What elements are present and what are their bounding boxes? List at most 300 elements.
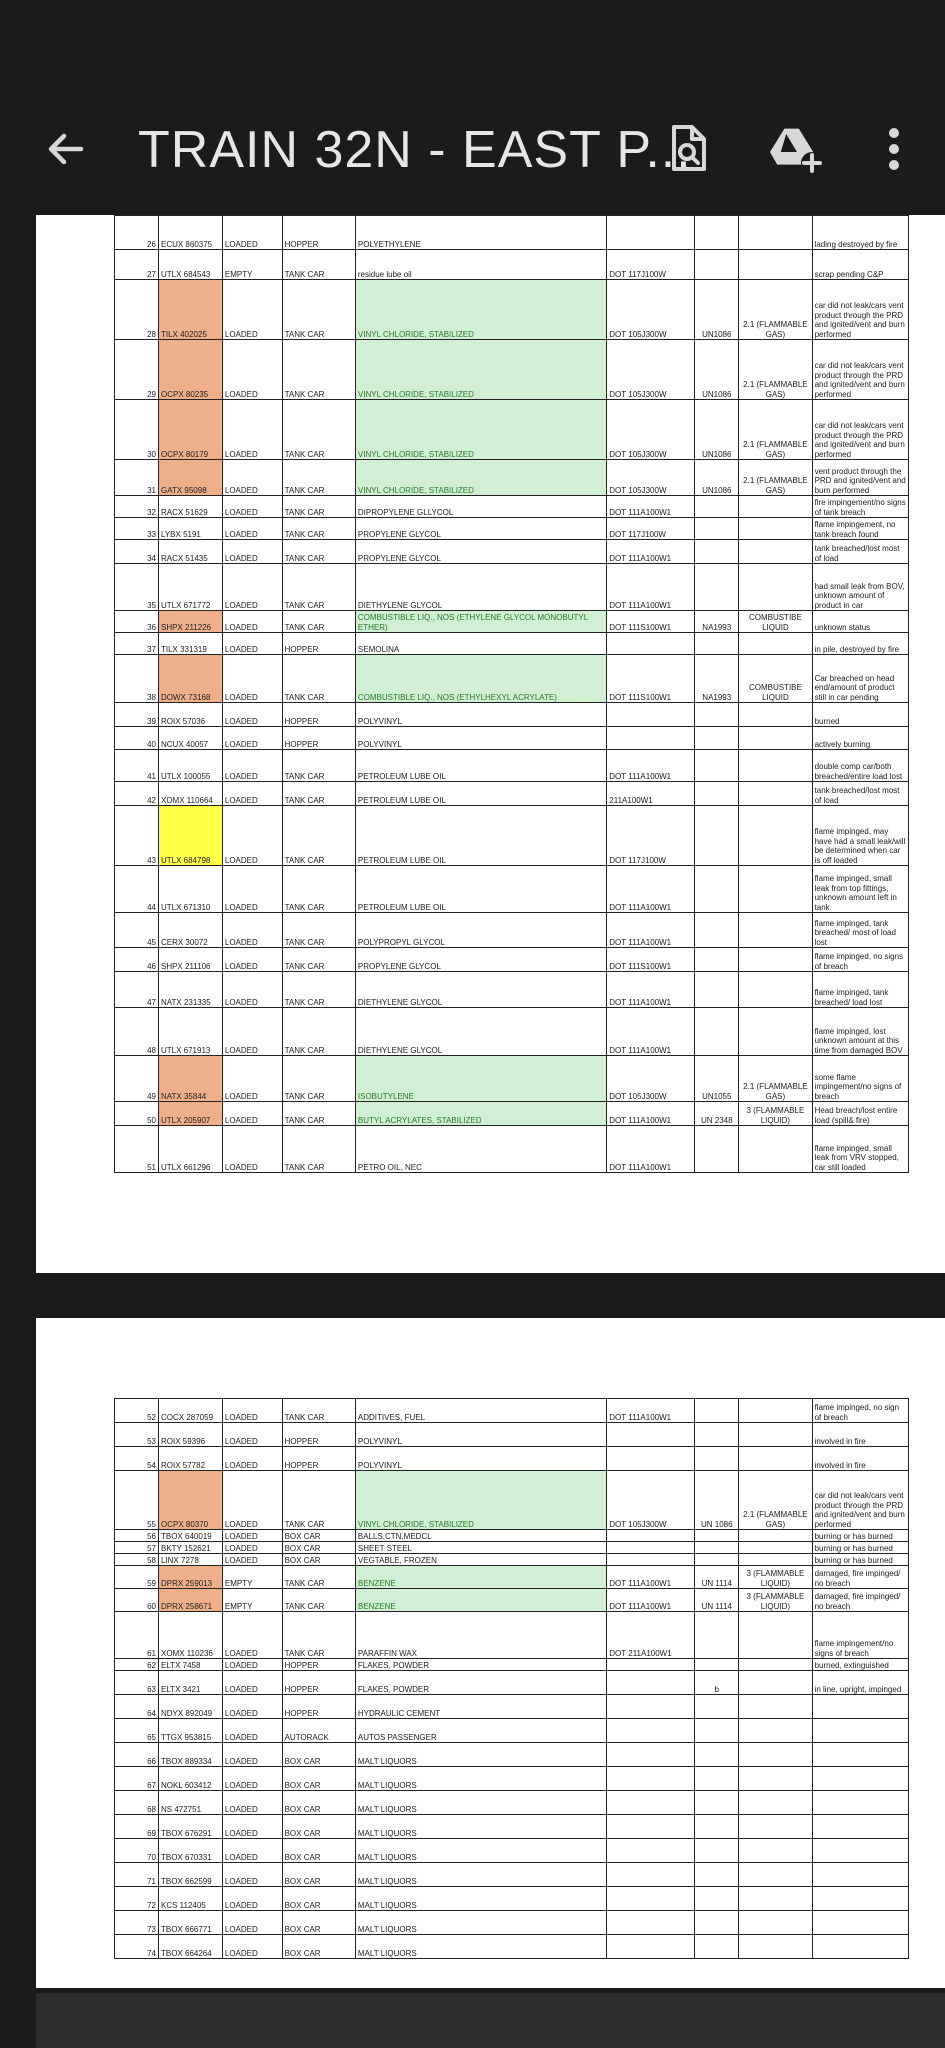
status-comment-cell: involved in fire bbox=[812, 1423, 908, 1447]
commodity-cell: SHEET STEEL bbox=[355, 1542, 606, 1554]
commodity-cell: VINYL CHLORIDE, STABILIZED bbox=[355, 340, 606, 400]
document-title: TRAIN 32N - EAST P... bbox=[138, 121, 692, 179]
car-id-cell: OCPX 80235 bbox=[158, 340, 222, 400]
commodity-cell: PETROLEUM LUBE OIL bbox=[355, 866, 606, 913]
table-row bbox=[115, 611, 909, 633]
un-number-cell bbox=[695, 1008, 739, 1056]
car-id-cell: TBOX 889334 bbox=[158, 1743, 222, 1767]
hazard-class-cell bbox=[739, 1767, 812, 1791]
hazard-class-cell bbox=[739, 866, 812, 913]
drive-add-icon bbox=[768, 123, 824, 175]
un-number-cell: UN1086 bbox=[695, 340, 739, 400]
row-number-cell: 65 bbox=[115, 1719, 159, 1743]
commodity-cell: PARAFFIN WAX bbox=[355, 1612, 606, 1659]
car-type-cell: TANK CAR bbox=[282, 496, 355, 518]
un-number-cell bbox=[695, 1126, 739, 1173]
car-type-cell: TANK CAR bbox=[282, 655, 355, 703]
table-row bbox=[115, 1659, 909, 1671]
load-status-cell: LOADED bbox=[222, 611, 282, 633]
row-number-cell: 57 bbox=[115, 1542, 159, 1554]
un-number-cell bbox=[695, 1423, 739, 1447]
status-comment-cell: scrap pending C&P bbox=[812, 250, 908, 280]
commodity-cell: PETRO OIL, NEC bbox=[355, 1126, 606, 1173]
commodity-cell: PROPYLENE GLYCOL bbox=[355, 948, 606, 972]
document-page-1[interactable] bbox=[36, 215, 945, 1273]
un-number-cell bbox=[695, 540, 739, 564]
row-number-cell: 27 bbox=[115, 250, 159, 280]
status-comment-cell: tank breached/lost most of load bbox=[812, 782, 908, 806]
status-comment-cell: flame impinged, tank breached/ load lost bbox=[812, 972, 908, 1008]
dot-spec-cell: DOT 111S100W1 bbox=[607, 948, 695, 972]
dot-spec-cell: DOT 111A100W1 bbox=[607, 540, 695, 564]
car-id-cell: DPRX 258671 bbox=[158, 1589, 222, 1612]
table-row bbox=[115, 913, 909, 948]
table-row bbox=[115, 1863, 909, 1887]
more-vert-icon bbox=[884, 127, 904, 171]
hazard-class-cell bbox=[739, 1671, 812, 1695]
table-row bbox=[115, 1935, 909, 1959]
load-status-cell: LOADED bbox=[222, 1887, 282, 1911]
car-type-cell: TANK CAR bbox=[282, 460, 355, 496]
un-number-cell bbox=[695, 913, 739, 948]
dot-spec-cell bbox=[607, 1695, 695, 1719]
hazard-class-cell bbox=[739, 750, 812, 782]
add-to-drive-button[interactable] bbox=[768, 121, 824, 177]
car-id-cell: UTLX 205907 bbox=[158, 1102, 222, 1126]
table-row bbox=[115, 633, 909, 655]
row-number-cell: 49 bbox=[115, 1056, 159, 1102]
dot-spec-cell bbox=[607, 1935, 695, 1959]
un-number-cell bbox=[695, 518, 739, 540]
status-comment-cell: flame impinged, tank breached/ most of load lost bbox=[812, 913, 908, 948]
row-number-cell: 37 bbox=[115, 633, 159, 655]
un-number-cell bbox=[695, 866, 739, 913]
hazard-class-cell: 3 (FLAMMABLE LIQUID) bbox=[739, 1102, 812, 1126]
hazard-class-cell bbox=[739, 1911, 812, 1935]
commodity-cell: VINYL CHLORIDE, STABILIZED bbox=[355, 280, 606, 340]
status-comment-cell: car did not leak/cars vent product through the PRD and ignited/vent and burn performed bbox=[812, 280, 908, 340]
table-row bbox=[115, 866, 909, 913]
status-comment-cell: some flame impingement/no signs of breach bbox=[812, 1056, 908, 1102]
car-id-cell: LINX 7278 bbox=[158, 1554, 222, 1566]
status-comment-cell: vent product through the PRD and ignited/vent and burn performed bbox=[812, 460, 908, 496]
status-comment-cell: flame impinged, small leak from VRV stopped, car still loaded bbox=[812, 1126, 908, 1173]
bottom-bar bbox=[36, 1993, 945, 2048]
status-comment-cell: burning or has burned bbox=[812, 1554, 908, 1566]
status-comment-cell: involved in fire bbox=[812, 1447, 908, 1471]
row-number-cell: 46 bbox=[115, 948, 159, 972]
row-number-cell: 70 bbox=[115, 1839, 159, 1863]
car-type-cell: BOX CAR bbox=[282, 1935, 355, 1959]
un-number-cell bbox=[695, 703, 739, 727]
car-id-cell: COCX 287059 bbox=[158, 1399, 222, 1423]
commodity-cell: POLYVINYL bbox=[355, 1423, 606, 1447]
car-id-cell: TBOX 640019 bbox=[158, 1530, 222, 1542]
dot-spec-cell: DOT 111S100W1 bbox=[607, 655, 695, 703]
commodity-cell: SEMOLINA bbox=[355, 633, 606, 655]
dot-spec-cell bbox=[607, 1887, 695, 1911]
dot-spec-cell: DOT 105J300W bbox=[607, 1056, 695, 1102]
car-id-cell: NATX 35844 bbox=[158, 1056, 222, 1102]
car-type-cell: BOX CAR bbox=[282, 1542, 355, 1554]
hazard-class-cell bbox=[739, 1554, 812, 1566]
commodity-cell: ISOBUTYLENE bbox=[355, 1056, 606, 1102]
commodity-cell: residue lube oil bbox=[355, 250, 606, 280]
row-number-cell: 43 bbox=[115, 806, 159, 866]
load-status-cell: LOADED bbox=[222, 1791, 282, 1815]
un-number-cell bbox=[695, 1554, 739, 1566]
car-type-cell: BOX CAR bbox=[282, 1530, 355, 1542]
table-row bbox=[115, 1447, 909, 1471]
car-id-cell: XOMX 110236 bbox=[158, 1612, 222, 1659]
commodity-cell: POLYVINYL bbox=[355, 703, 606, 727]
find-in-document-button[interactable] bbox=[660, 121, 716, 177]
car-id-cell: TBOX 670331 bbox=[158, 1839, 222, 1863]
car-type-cell: TANK CAR bbox=[282, 1612, 355, 1659]
car-id-cell: DOWX 73168 bbox=[158, 655, 222, 703]
hazard-class-cell bbox=[739, 633, 812, 655]
car-id-cell: KCS 112405 bbox=[158, 1887, 222, 1911]
car-type-cell: TANK CAR bbox=[282, 564, 355, 611]
load-status-cell: LOADED bbox=[222, 400, 282, 460]
row-number-cell: 72 bbox=[115, 1887, 159, 1911]
hazard-class-cell bbox=[739, 806, 812, 866]
car-id-cell: UTLX 671913 bbox=[158, 1008, 222, 1056]
car-type-cell: TANK CAR bbox=[282, 1102, 355, 1126]
car-type-cell: BOX CAR bbox=[282, 1791, 355, 1815]
commodity-cell: MALT LIQUORS bbox=[355, 1815, 606, 1839]
table-row bbox=[115, 1126, 909, 1173]
hazard-class-cell: COMBUSTIBE LIQUID bbox=[739, 611, 812, 633]
row-number-cell: 47 bbox=[115, 972, 159, 1008]
car-type-cell: TANK CAR bbox=[282, 540, 355, 564]
commodity-cell: VINYL CHLORIDE, STABILIZED bbox=[355, 460, 606, 496]
hazard-class-cell bbox=[739, 250, 812, 280]
row-number-cell: 67 bbox=[115, 1767, 159, 1791]
table-row bbox=[115, 1056, 909, 1102]
row-number-cell: 36 bbox=[115, 611, 159, 633]
hazard-class-cell: 2.1 (FLAMMABLE GAS) bbox=[739, 460, 812, 496]
car-type-cell: BOX CAR bbox=[282, 1911, 355, 1935]
dot-spec-cell: DOT 111A100W1 bbox=[607, 1008, 695, 1056]
table-row bbox=[115, 1815, 909, 1839]
row-number-cell: 59 bbox=[115, 1566, 159, 1589]
dot-spec-cell bbox=[607, 1671, 695, 1695]
dot-spec-cell bbox=[607, 1791, 695, 1815]
car-type-cell: TANK CAR bbox=[282, 1566, 355, 1589]
dot-spec-cell bbox=[607, 1911, 695, 1935]
load-status-cell: LOADED bbox=[222, 1695, 282, 1719]
load-status-cell: EMPTY bbox=[222, 1589, 282, 1612]
hazard-class-cell bbox=[739, 1719, 812, 1743]
dot-spec-cell: DOT 105J300W bbox=[607, 340, 695, 400]
dot-spec-cell bbox=[607, 1447, 695, 1471]
table-row bbox=[115, 1566, 909, 1589]
load-status-cell: LOADED bbox=[222, 1911, 282, 1935]
car-id-cell: TILX 331319 bbox=[158, 633, 222, 655]
table-row bbox=[115, 1695, 909, 1719]
status-comment-cell bbox=[812, 1767, 908, 1791]
un-number-cell: UN 2348 bbox=[695, 1102, 739, 1126]
hazard-class-cell bbox=[739, 1887, 812, 1911]
commodity-cell: PETROLEUM LUBE OIL bbox=[355, 782, 606, 806]
hazard-class-cell: 3 (FLAMMABLE LIQUID) bbox=[739, 1566, 812, 1589]
row-number-cell: 62 bbox=[115, 1659, 159, 1671]
car-id-cell: BKTY 152621 bbox=[158, 1542, 222, 1554]
commodity-cell: AUTOS PASSENGER bbox=[355, 1719, 606, 1743]
load-status-cell: LOADED bbox=[222, 1423, 282, 1447]
un-number-cell bbox=[695, 1887, 739, 1911]
un-number-cell bbox=[695, 250, 739, 280]
dot-spec-cell: DOT 111A100W1 bbox=[607, 1566, 695, 1589]
un-number-cell bbox=[695, 1695, 739, 1719]
dot-spec-cell bbox=[607, 1659, 695, 1671]
status-comment-cell: tank breached/lost most of load bbox=[812, 540, 908, 564]
car-type-cell: TANK CAR bbox=[282, 518, 355, 540]
commodity-cell: DIPROPYLENE GLLYCOL bbox=[355, 496, 606, 518]
table-row bbox=[115, 1671, 909, 1695]
dot-spec-cell: DOT 111A100W1 bbox=[607, 866, 695, 913]
car-type-cell: TANK CAR bbox=[282, 1399, 355, 1423]
load-status-cell: LOADED bbox=[222, 727, 282, 750]
hazard-class-cell bbox=[739, 703, 812, 727]
car-id-cell: UTLX 100055 bbox=[158, 750, 222, 782]
table-row bbox=[115, 1791, 909, 1815]
row-number-cell: 66 bbox=[115, 1743, 159, 1767]
car-type-cell: TANK CAR bbox=[282, 750, 355, 782]
commodity-cell: PETROLEUM LUBE OIL bbox=[355, 806, 606, 866]
commodity-cell: BALLS,CTN,MEDCL bbox=[355, 1530, 606, 1542]
status-comment-cell: Head breach/lost entire load (spill& fire) bbox=[812, 1102, 908, 1126]
un-number-cell bbox=[695, 806, 739, 866]
hazard-class-cell bbox=[739, 1791, 812, 1815]
hazmat-car-table bbox=[114, 1398, 909, 1959]
dot-spec-cell bbox=[607, 1863, 695, 1887]
car-id-cell: NCUX 40057 bbox=[158, 727, 222, 750]
car-type-cell: TANK CAR bbox=[282, 280, 355, 340]
commodity-cell: MALT LIQUORS bbox=[355, 1743, 606, 1767]
status-comment-cell bbox=[812, 1695, 908, 1719]
dot-spec-cell: DOT 111A100W1 bbox=[607, 564, 695, 611]
table-row bbox=[115, 782, 909, 806]
un-number-cell bbox=[695, 750, 739, 782]
un-number-cell bbox=[695, 948, 739, 972]
table-row bbox=[115, 655, 909, 703]
hazard-class-cell bbox=[739, 727, 812, 750]
load-status-cell: LOADED bbox=[222, 518, 282, 540]
un-number-cell bbox=[695, 1399, 739, 1423]
car-id-cell: NS 472751 bbox=[158, 1791, 222, 1815]
row-number-cell: 45 bbox=[115, 913, 159, 948]
row-number-cell: 44 bbox=[115, 866, 159, 913]
load-status-cell: LOADED bbox=[222, 216, 282, 250]
table-row bbox=[115, 703, 909, 727]
table-row bbox=[115, 1743, 909, 1767]
dot-spec-cell: 211A100W1 bbox=[607, 782, 695, 806]
hazard-class-cell bbox=[739, 1530, 812, 1542]
car-id-cell: TBOX 676291 bbox=[158, 1815, 222, 1839]
row-number-cell: 31 bbox=[115, 460, 159, 496]
status-comment-cell: flame impingement/no signs of breach bbox=[812, 1612, 908, 1659]
car-type-cell: TANK CAR bbox=[282, 1589, 355, 1612]
commodity-cell: BUTYL ACRYLATES, STABILIZED bbox=[355, 1102, 606, 1126]
load-status-cell: LOADED bbox=[222, 1471, 282, 1530]
car-id-cell: TTGX 953815 bbox=[158, 1719, 222, 1743]
status-comment-cell: car did not leak/cars vent product through the PRD and ignited/vent and burn performed bbox=[812, 340, 908, 400]
car-id-cell: ELTX 7458 bbox=[158, 1659, 222, 1671]
status-comment-cell: in pile, destroyed by fire bbox=[812, 633, 908, 655]
car-type-cell: BOX CAR bbox=[282, 1767, 355, 1791]
table-row bbox=[115, 250, 909, 280]
car-type-cell: BOX CAR bbox=[282, 1887, 355, 1911]
back-button[interactable] bbox=[40, 124, 90, 174]
hazard-class-cell bbox=[739, 1542, 812, 1554]
hazard-class-cell: 2.1 (FLAMMABLE GAS) bbox=[739, 280, 812, 340]
car-type-cell: HOPPER bbox=[282, 1695, 355, 1719]
table-row bbox=[115, 1008, 909, 1056]
car-id-cell: NOKL 603412 bbox=[158, 1767, 222, 1791]
row-number-cell: 30 bbox=[115, 400, 159, 460]
load-status-cell: LOADED bbox=[222, 1612, 282, 1659]
dot-spec-cell bbox=[607, 216, 695, 250]
load-status-cell: LOADED bbox=[222, 703, 282, 727]
dot-spec-cell: DOT 211A100W1 bbox=[607, 1612, 695, 1659]
car-id-cell: ROIX 59396 bbox=[158, 1423, 222, 1447]
table-row bbox=[115, 400, 909, 460]
status-comment-cell: flame impinged, may have had a small leak/will be determined when car is off loaded bbox=[812, 806, 908, 866]
un-number-cell bbox=[695, 1743, 739, 1767]
commodity-cell: MALT LIQUORS bbox=[355, 1767, 606, 1791]
un-number-cell bbox=[695, 1659, 739, 1671]
hazard-class-cell bbox=[739, 1935, 812, 1959]
un-number-cell bbox=[695, 972, 739, 1008]
table-row bbox=[115, 1102, 909, 1126]
car-type-cell: TANK CAR bbox=[282, 913, 355, 948]
commodity-cell: MALT LIQUORS bbox=[355, 1887, 606, 1911]
car-id-cell: ROIX 57782 bbox=[158, 1447, 222, 1471]
hazard-class-cell bbox=[739, 1659, 812, 1671]
status-comment-cell bbox=[812, 1935, 908, 1959]
commodity-cell: DIETHYLENE GLYCOL bbox=[355, 564, 606, 611]
commodity-cell: MALT LIQUORS bbox=[355, 1791, 606, 1815]
app-bar bbox=[0, 0, 945, 215]
car-type-cell: TANK CAR bbox=[282, 611, 355, 633]
load-status-cell: LOADED bbox=[222, 280, 282, 340]
car-id-cell: XOMX 110664 bbox=[158, 782, 222, 806]
un-number-cell bbox=[695, 633, 739, 655]
row-number-cell: 29 bbox=[115, 340, 159, 400]
status-comment-cell: burned bbox=[812, 703, 908, 727]
load-status-cell: LOADED bbox=[222, 1102, 282, 1126]
un-number-cell bbox=[695, 1767, 739, 1791]
status-comment-cell bbox=[812, 1887, 908, 1911]
car-id-cell: UTLX 684798 bbox=[158, 806, 222, 866]
commodity-cell: ADDITIVES, FUEL bbox=[355, 1399, 606, 1423]
row-number-cell: 40 bbox=[115, 727, 159, 750]
commodity-cell: HYDRAULIC CEMENT bbox=[355, 1695, 606, 1719]
arrow-left-icon bbox=[43, 127, 87, 171]
dot-spec-cell: DOT 111A100W1 bbox=[607, 496, 695, 518]
status-comment-cell bbox=[812, 1719, 908, 1743]
dot-spec-cell: DOT 105J300W bbox=[607, 460, 695, 496]
car-id-cell: CERX 30072 bbox=[158, 913, 222, 948]
table-row bbox=[115, 972, 909, 1008]
status-comment-cell: had small leak from BOV, unknown amount of product in car bbox=[812, 564, 908, 611]
car-type-cell: TANK CAR bbox=[282, 1471, 355, 1530]
dot-spec-cell bbox=[607, 1839, 695, 1863]
status-comment-cell: flame impingement, no tank breach found bbox=[812, 518, 908, 540]
more-options-button[interactable] bbox=[866, 121, 922, 177]
table-row bbox=[115, 1530, 909, 1542]
hazard-class-cell bbox=[739, 1612, 812, 1659]
load-status-cell: LOADED bbox=[222, 564, 282, 611]
load-status-cell: EMPTY bbox=[222, 1566, 282, 1589]
table-row bbox=[115, 1767, 909, 1791]
hazard-class-cell: 3 (FLAMMABLE LIQUID) bbox=[739, 1589, 812, 1612]
status-comment-cell: fire impingement/no signs of tank breach bbox=[812, 496, 908, 518]
hazard-class-cell: 2.1 (FLAMMABLE GAS) bbox=[739, 1471, 812, 1530]
load-status-cell: LOADED bbox=[222, 1767, 282, 1791]
status-comment-cell: damaged, fire impinged/ no breach bbox=[812, 1566, 908, 1589]
row-number-cell: 74 bbox=[115, 1935, 159, 1959]
un-number-cell: UN 1114 bbox=[695, 1566, 739, 1589]
car-type-cell: HOPPER bbox=[282, 1423, 355, 1447]
car-id-cell: TBOX 662599 bbox=[158, 1863, 222, 1887]
un-number-cell bbox=[695, 564, 739, 611]
document-page-2[interactable] bbox=[36, 1318, 945, 1988]
row-number-cell: 54 bbox=[115, 1447, 159, 1471]
table-row bbox=[115, 1911, 909, 1935]
car-id-cell: OCPX 80370 bbox=[158, 1471, 222, 1530]
dot-spec-cell: DOT 117J100W bbox=[607, 806, 695, 866]
dot-spec-cell: DOT 111A100W1 bbox=[607, 1399, 695, 1423]
row-number-cell: 28 bbox=[115, 280, 159, 340]
hazard-class-cell bbox=[739, 782, 812, 806]
car-id-cell: GATX 95098 bbox=[158, 460, 222, 496]
row-number-cell: 35 bbox=[115, 564, 159, 611]
row-number-cell: 33 bbox=[115, 518, 159, 540]
status-comment-cell: double comp car/both breached/entire load lost bbox=[812, 750, 908, 782]
un-number-cell bbox=[695, 1791, 739, 1815]
hazard-class-cell bbox=[739, 518, 812, 540]
status-comment-cell bbox=[812, 1791, 908, 1815]
un-number-cell bbox=[695, 216, 739, 250]
hazard-class-cell bbox=[739, 540, 812, 564]
un-number-cell bbox=[695, 727, 739, 750]
table-row bbox=[115, 1589, 909, 1612]
load-status-cell: LOADED bbox=[222, 1447, 282, 1471]
load-status-cell: LOADED bbox=[222, 633, 282, 655]
load-status-cell: LOADED bbox=[222, 1542, 282, 1554]
hazard-class-cell bbox=[739, 1815, 812, 1839]
status-comment-cell bbox=[812, 1815, 908, 1839]
row-number-cell: 26 bbox=[115, 216, 159, 250]
dot-spec-cell bbox=[607, 1767, 695, 1791]
dot-spec-cell: DOT 117J100W bbox=[607, 250, 695, 280]
car-id-cell: ELTX 3421 bbox=[158, 1671, 222, 1695]
status-comment-cell bbox=[812, 1743, 908, 1767]
load-status-cell: LOADED bbox=[222, 782, 282, 806]
row-number-cell: 64 bbox=[115, 1695, 159, 1719]
table-row bbox=[115, 806, 909, 866]
table-row bbox=[115, 727, 909, 750]
status-comment-cell: actively burning bbox=[812, 727, 908, 750]
table-row bbox=[115, 216, 909, 250]
status-comment-cell bbox=[812, 1863, 908, 1887]
car-type-cell: BOX CAR bbox=[282, 1815, 355, 1839]
dot-spec-cell: DOT 105J300W bbox=[607, 280, 695, 340]
dot-spec-cell: DOT 111A100W1 bbox=[607, 750, 695, 782]
